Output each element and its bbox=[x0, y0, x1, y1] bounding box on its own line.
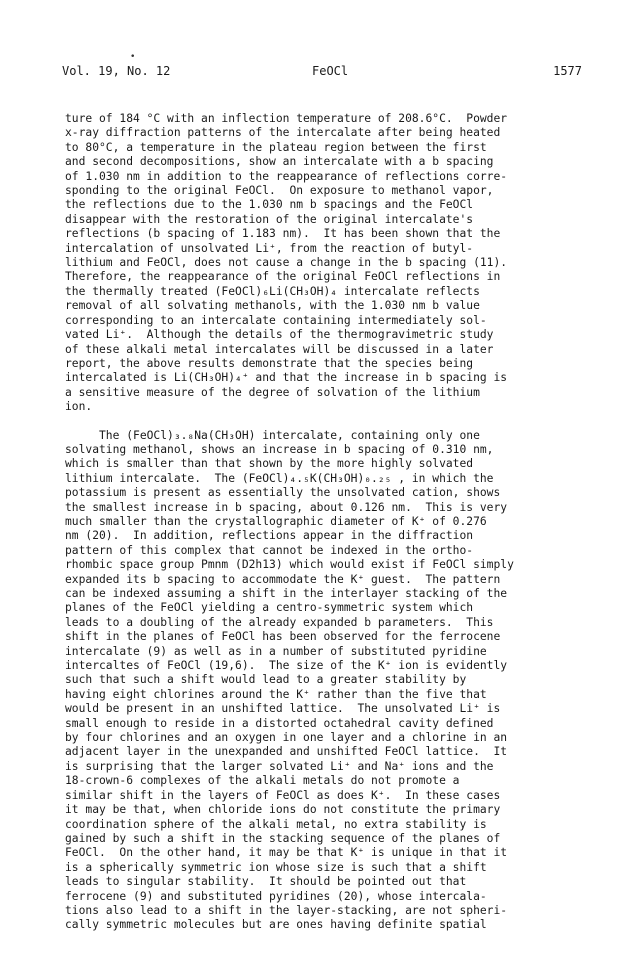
text-line: expanded its b spacing to accommodate the K⁺ guest. The pattern bbox=[65, 572, 501, 586]
text-line: small enough to reside in a distorted octahedral cavity defined bbox=[65, 716, 494, 730]
text-line: solvating methanol, shows an increase in b spacing of 0.310 nm, bbox=[65, 442, 494, 456]
text-line: intercalated is Li(CH₃OH)₄⁺ and that the increase in b spacing is bbox=[65, 371, 508, 385]
text-line: tions also lead to a shift in the layer-stacking, are not spheri- bbox=[65, 903, 508, 917]
text-line: which is smaller than that shown by the more highly solvated bbox=[65, 457, 474, 471]
text-line: leads to a doubling of the already expanded b parameters. This bbox=[65, 615, 494, 629]
text-line: much smaller than the crystallographic diameter of K⁺ of 0.276 bbox=[65, 514, 487, 528]
text-line: sponding to the original FeOCl. On exposure to methanol vapor, bbox=[65, 184, 494, 198]
text-line: the reflections due to the 1.030 nm b spacings and the FeOCl bbox=[65, 198, 474, 212]
text-line: coordination sphere of the alkali metal, no extra stability is bbox=[65, 817, 487, 831]
text-line: cally symmetric molecules but are ones having definite spatial bbox=[65, 918, 487, 932]
text-line: ferrocene (9) and substituted pyridines (20), whose intercala- bbox=[65, 889, 487, 903]
text-line: FeOCl. On the other hand, it may be that K⁺ is unique in that it bbox=[65, 846, 508, 860]
text-line: gained by such a shift in the stacking sequence of the planes of bbox=[65, 831, 501, 845]
text-line: can be indexed assuming a shift in the interlayer stacking of the bbox=[65, 587, 508, 600]
text-line: of 1.030 nm in addition to the reappearance of reflections corre- bbox=[65, 169, 508, 183]
text-line: ion. bbox=[65, 400, 93, 414]
text-line: leads to singular stability. It should be pointed out that bbox=[65, 875, 467, 889]
text-line: reflections (b spacing of 1.183 nm). It has been shown that the bbox=[65, 227, 501, 241]
text-line: similar shift in the layers of FeOCl as does K⁺. In these cases bbox=[65, 788, 501, 802]
paragraph-2 bbox=[65, 429, 585, 933]
paragraph-1 bbox=[65, 112, 585, 415]
text-line: x-ray diffraction patterns of the intercalate after being heated bbox=[65, 126, 501, 140]
text-line: pattern of this complex that cannot be indexed in the ortho- bbox=[65, 543, 474, 557]
text-line: and second decompositions, show an intercalate with a b spacing bbox=[65, 155, 494, 169]
text-line: would be present in an unshifted lattice. The unsolvated Li⁺ is bbox=[65, 702, 501, 716]
text-line: 18-crown-6 complexes of the alkali metals do not promote a bbox=[65, 774, 460, 788]
text-line: intercaltes of FeOCl (19,6). The size of the K⁺ ion is evidently bbox=[65, 659, 508, 673]
text-line: intercalation of unsolvated Li⁺, from the reaction of butyl- bbox=[65, 241, 474, 255]
text-line: nm (20). In addition, reflections appear in the diffraction bbox=[65, 529, 474, 543]
text-line: rhombic space group Pmnm (D2h13) which would exist if FeOCl simply bbox=[65, 558, 514, 572]
text-line: it may be that, when chloride ions do not constitute the primary bbox=[65, 803, 501, 817]
text-line: report, the above results demonstrate that the species being bbox=[65, 356, 474, 370]
text-line: is surprising that the larger solvated Li⁺ and Na⁺ ions and the bbox=[65, 759, 494, 773]
text-line: lithium intercalate. The (FeOCl)₄.₅K(CH₃OH)₀.₂₅ , in which the bbox=[65, 471, 494, 485]
text-line: such that such a shift would lead to a greater stability by bbox=[65, 673, 467, 687]
body-text bbox=[65, 112, 585, 933]
text-line: The (FeOCl)₃.₈Na(CH₃OH) intercalate, containing only one bbox=[65, 428, 480, 442]
text-line: the thermally treated (FeOCl)₆Li(CH₃OH)₄ intercalate reflects bbox=[65, 284, 480, 298]
text-line: corresponding to an intercalate containing intermediately sol- bbox=[65, 313, 487, 327]
page-mark: • bbox=[130, 52, 136, 62]
text-line: lithium and FeOCl, does not cause a change in the b spacing (11). bbox=[65, 256, 508, 270]
running-title: FeOCl bbox=[312, 64, 349, 78]
text-line: by four chlorines and an oxygen in one layer and a chlorine in an bbox=[65, 731, 508, 745]
text-line: shift in the planes of FeOCl has been observed for the ferrocene bbox=[65, 630, 501, 644]
text-line: having eight chlorines around the K⁺ rather than the five that bbox=[65, 687, 487, 701]
text-line: intercalate (9) as well as in a number of substituted pyridine bbox=[65, 644, 487, 658]
running-header bbox=[62, 64, 582, 80]
page-number: 1577 bbox=[553, 64, 582, 78]
text-line: of these alkali metal intercalates will be discussed in a later bbox=[65, 342, 494, 356]
text-line: removal of all solvating methanols, with the 1.030 nm b value bbox=[65, 299, 480, 313]
text-line: potassium is present as essentially the unsolvated cation, shows bbox=[65, 486, 501, 500]
journal-volume: Vol. 19, No. 12 bbox=[62, 64, 171, 78]
text-line: adjacent layer in the unexpanded and unshifted FeOCl lattice. It bbox=[65, 745, 508, 759]
text-line: vated Li⁺. Although the details of the thermogravimetric study bbox=[65, 328, 494, 342]
text-line: planes of the FeOCl yielding a centro-symmetric system which bbox=[65, 601, 474, 615]
text-line: is a spherically symmetric ion whose size is such that a shift bbox=[65, 860, 487, 874]
text-line: ture of 184 °C with an inflection temperature of 208.6°C. Powder bbox=[65, 112, 508, 125]
text-line: the smallest increase in b spacing, about 0.126 nm. This is very bbox=[65, 500, 508, 514]
text-line: to 80°C, a temperature in the plateau region between the first bbox=[65, 140, 487, 154]
text-line: disappear with the restoration of the original intercalate's bbox=[65, 212, 474, 226]
text-line: a sensitive measure of the degree of solvation of the lithium bbox=[65, 385, 480, 399]
text-line: Therefore, the reappearance of the original FeOCl reflections in bbox=[65, 270, 501, 284]
